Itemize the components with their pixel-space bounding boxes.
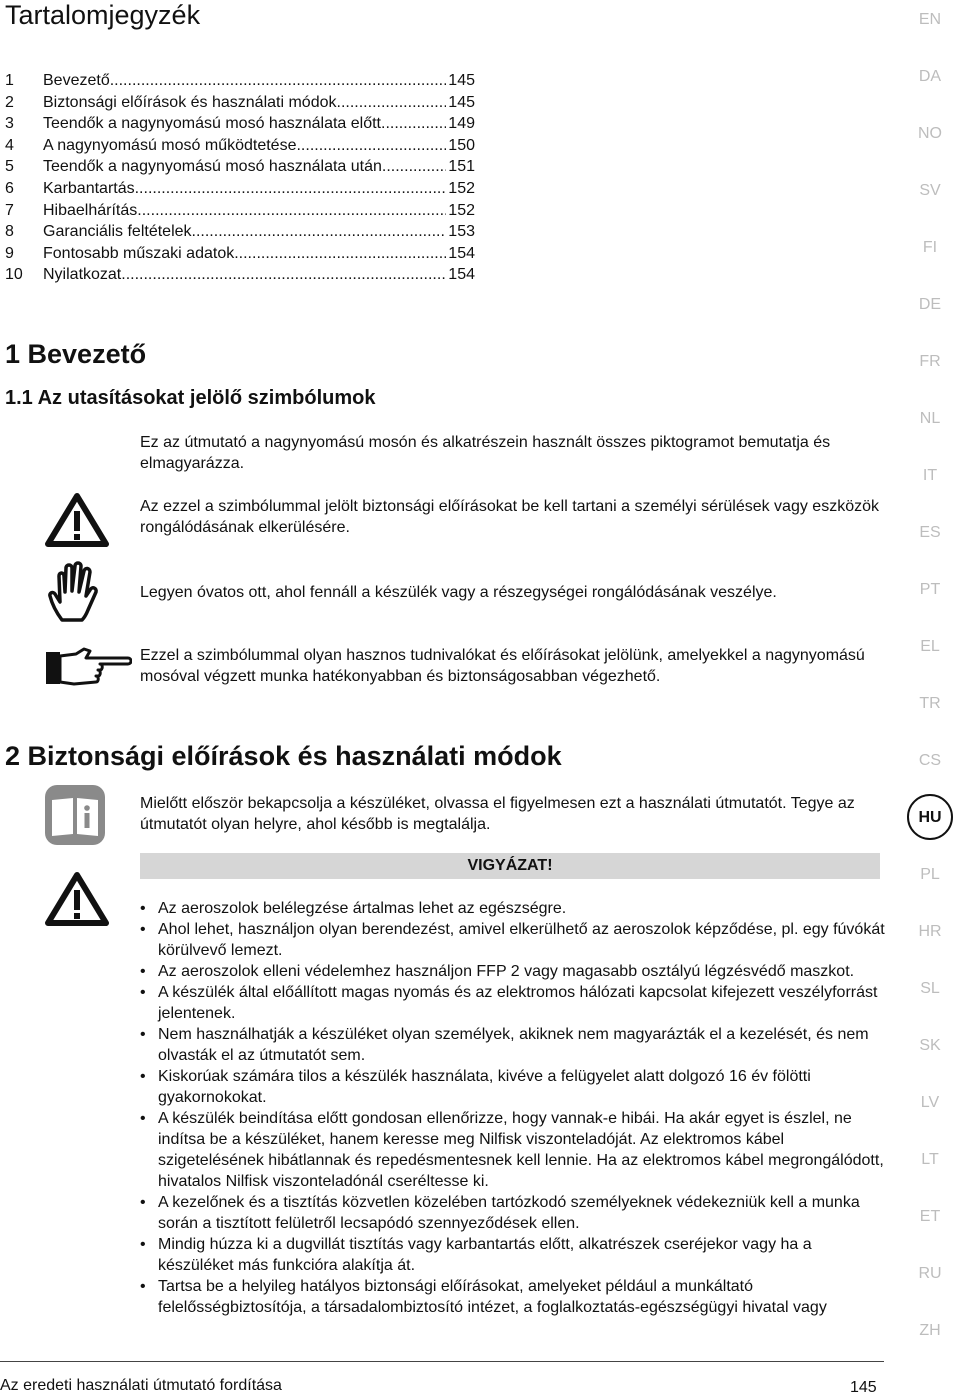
- language-tab-ru[interactable]: [900, 1264, 960, 1284]
- toc-page: 151: [448, 158, 475, 176]
- language-tab-cs[interactable]: [900, 751, 960, 771]
- page-title: Tartalomjegyzék: [5, 0, 201, 30]
- language-tab-hu[interactable]: [900, 808, 960, 828]
- toc-page: 145: [448, 72, 475, 89]
- list-item: • A készülék beindítása előtt gondosan ellenőrizze, hogy vannak-e hibái. Ha akár egyet is észlel, ne indítsa be a készüléket, hanem keresse meg Nilfisk viszonteladóját. Az elektromos kábel szigetelésének hibátlannak és repedésmentesnek kell lennie. Ha az elektromos kábel megrongálódott, hivatalos Nilfisk viszonteladónál cseréltesse ki.: [140, 1108, 885, 1192]
- hand-caution-icon: [44, 560, 110, 631]
- manual-paragraph: Mielőtt először bekapcsolja a készüléket, olvassa el figyelmesen ezt a használati útmutatót. Tegye az útmutatót olyan helyre, ahol később is megtalálja.: [140, 795, 855, 833]
- toc-page: 154: [448, 244, 475, 262]
- toc-page: 149: [448, 115, 475, 133]
- language-tab-es[interactable]: [900, 523, 960, 543]
- language-code: EL: [920, 638, 940, 655]
- language-tab-sl[interactable]: [900, 979, 960, 999]
- language-tab-hr[interactable]: [900, 922, 960, 942]
- toc-row[interactable]: [5, 156, 475, 178]
- language-code: PL: [920, 866, 940, 883]
- toc-title: Teendők a nagynyomású mosó használata után: [43, 158, 382, 176]
- section1-subheading: 1.1 Az utasításokat jelölő szimbólumok: [5, 387, 376, 409]
- language-code: LT: [921, 1151, 939, 1168]
- list-item: • Kiskorúak számára tilos a készülék használata, kivéve a felügyelet alatt dolgozó 16 év fölötti gyakornokokat.: [140, 1066, 885, 1108]
- language-tab-pt[interactable]: [900, 580, 960, 600]
- toc-row[interactable]: [5, 243, 475, 265]
- toc-title: Bevezető: [43, 72, 110, 89]
- language-tab-sv[interactable]: [900, 181, 960, 201]
- pointing-hand-icon: [44, 646, 132, 695]
- toc-leader-dots: [110, 70, 447, 92]
- toc-row[interactable]: [5, 92, 475, 114]
- language-tab-tr[interactable]: [900, 694, 960, 714]
- toc-number: 8: [5, 223, 14, 241]
- list-item: • Nem használhatják a készüléket olyan személyek, akiknek nem magyarázták el a kezelését, és nem olvasták el az útmutatót sem.: [140, 1024, 885, 1066]
- language-code: ZH: [919, 1322, 941, 1339]
- toc-title: Fontosabb műszaki adatok: [43, 244, 235, 262]
- toc-leader-dots: [381, 113, 446, 135]
- section1-heading: 1 Bevezető: [5, 339, 147, 369]
- toc-number: 4: [5, 136, 14, 154]
- toc-title: Biztonsági előírások és használati módok: [43, 93, 337, 111]
- section2-heading: 2 Biztonsági előírások és használati módok: [5, 741, 562, 771]
- toc-page: 152: [448, 179, 475, 197]
- language-tab-en[interactable]: [900, 10, 960, 30]
- warning-triangle-icon: [44, 492, 110, 553]
- language-code: HU: [918, 809, 942, 826]
- toc-title: Karbantartás: [43, 179, 135, 197]
- language-code: PT: [919, 581, 941, 598]
- language-tab-sk[interactable]: [900, 1036, 960, 1056]
- toc-leader-dots: [137, 200, 446, 222]
- toc-row[interactable]: [5, 113, 475, 135]
- toc-leader-dots: [296, 135, 446, 157]
- read-manual-icon: [44, 784, 106, 851]
- toc-row[interactable]: [5, 178, 475, 200]
- toc-leader-dots: [382, 156, 446, 178]
- language-tab-zh[interactable]: [900, 1321, 960, 1341]
- intro-paragraph: Ez az útmutató a nagynyomású mosón és alkatrészein használt összes piktogramot bemutatja és elmagyarázza.: [140, 434, 831, 472]
- language-tab-fr[interactable]: [900, 352, 960, 372]
- language-tab-lv[interactable]: [900, 1093, 960, 1113]
- language-tab-et[interactable]: [900, 1207, 960, 1227]
- language-tab-nl[interactable]: [900, 409, 960, 429]
- language-tab-el[interactable]: [900, 637, 960, 657]
- toc-number: 1: [5, 72, 14, 89]
- list-item: • Az aeroszolok belélegzése ártalmas lehet az egészségre.: [140, 898, 885, 919]
- toc-page: 152: [448, 201, 475, 219]
- list-item: • A kezelőnek és a tisztítás közvetlen közelében tartózkodó személyeknek védekezniük kell a munka során a tisztított felületről lecsapódó szennyeződések ellen.: [140, 1192, 885, 1234]
- footer-text: Az eredeti használati útmutató fordítása: [0, 1377, 282, 1394]
- toc-title: Teendők a nagynyomású mosó használata előtt: [43, 115, 381, 133]
- toc-page: 150: [448, 136, 475, 154]
- toc-page: 153: [448, 223, 475, 241]
- toc-leader-dots: [337, 92, 447, 114]
- toc-leader-dots: [135, 178, 447, 200]
- list-item: • Tartsa be a helyileg hatályos biztonsági előírásokat, amelyeket például a munkáltató felelősségbiztosítója, a társadalombiztosító intézet, a foglalkoztatás-egészségügyi hivatal vagy: [140, 1276, 885, 1318]
- toc-number: 9: [5, 244, 14, 262]
- language-code: LV: [920, 1094, 940, 1111]
- page-number: 145: [850, 1379, 877, 1396]
- toc-row[interactable]: [5, 264, 475, 286]
- toc-leader-dots: [121, 264, 446, 286]
- toc-title: A nagynyomású mosó működtetése: [43, 136, 297, 154]
- language-code: FI: [922, 239, 938, 256]
- language-code: DE: [918, 296, 942, 313]
- toc-number: 6: [5, 179, 14, 197]
- toc-leader-dots: [192, 221, 447, 243]
- language-tab-lt[interactable]: [900, 1150, 960, 1170]
- footer-divider: [0, 1361, 884, 1362]
- list-item: • Ahol lehet, használjon olyan berendezést, amivel elkerülhető az aeroszolok képződése, pl. egy fúvókát körülvevő lemezt.: [140, 919, 885, 961]
- language-code: SK: [919, 1037, 941, 1054]
- toc-title: Garanciális feltételek: [43, 223, 192, 241]
- toc-title: Hibaelhárítás: [43, 201, 138, 219]
- language-tab-de[interactable]: [900, 295, 960, 315]
- toc-number: 2: [5, 93, 14, 111]
- list-item: • Mindig húzza ki a dugvillát tisztítás vagy karbantartás előtt, alkatrészek cseréjekor vagy ha a készüléket más funkcióra alakítja át.: [140, 1234, 885, 1276]
- toc-number: 7: [5, 201, 14, 219]
- note-paragraph: Ezzel a szimbólummal olyan hasznos tudnivalókat és előírásokat jelölünk, amelyekkel a nagynyomású mosóval végzett munka hatékonyabban és biztonságosabban végezhető.: [140, 647, 865, 685]
- safety-bullet-list: [140, 898, 885, 1318]
- language-code: ES: [919, 524, 941, 541]
- language-tab-da[interactable]: [900, 67, 960, 87]
- caution-paragraph: Legyen óvatos ott, ahol fennáll a készülék vagy a részegységei rongálódásának veszélye.: [140, 584, 777, 601]
- toc-number: 3: [5, 115, 14, 133]
- toc-number: 5: [5, 158, 14, 176]
- warning-paragraph: Az ezzel a szimbólummal jelölt biztonsági előírásokat be kell tartani a személyi sérülések vagy eszközök rongálódásának elkerülésére.: [140, 498, 879, 536]
- language-code: IT: [922, 467, 938, 484]
- toc-row[interactable]: [5, 200, 475, 222]
- toc-page: 145: [448, 93, 475, 111]
- language-tab-pl[interactable]: [900, 865, 960, 885]
- language-code: CS: [918, 752, 942, 769]
- language-code: RU: [918, 1265, 942, 1282]
- caution-banner: VIGYÁZAT!: [140, 853, 880, 879]
- language-tab-it[interactable]: [900, 466, 960, 486]
- toc-leader-dots: [234, 243, 446, 265]
- language-code: NL: [919, 410, 941, 427]
- language-tab-fi[interactable]: [900, 238, 960, 258]
- language-code: SV: [919, 182, 941, 199]
- toc-row[interactable]: [5, 221, 475, 243]
- list-item: • A készülék által előállított magas nyomás és az elektromos hálózati kapcsolat kifejezett veszélyforrást jelentenek.: [140, 982, 885, 1024]
- language-code: EN: [918, 11, 942, 28]
- language-code: FR: [919, 353, 941, 370]
- language-code: TR: [919, 695, 941, 712]
- language-code: DA: [918, 68, 942, 85]
- table-of-contents: [5, 70, 475, 286]
- language-code: HR: [918, 923, 942, 940]
- toc-title: Nyilatkozat: [43, 266, 122, 284]
- warning-triangle-icon: [44, 871, 110, 932]
- toc-page: 154: [448, 266, 475, 284]
- language-code: SL: [920, 980, 940, 997]
- toc-row[interactable]: [5, 135, 475, 157]
- toc-number: 10: [5, 266, 23, 284]
- toc-row[interactable]: [5, 70, 475, 92]
- language-code: NO: [918, 125, 942, 142]
- language-code: ET: [919, 1208, 941, 1225]
- language-tab-no[interactable]: [900, 124, 960, 144]
- list-item: • Az aeroszolok elleni védelemhez használjon FFP 2 vagy magasabb osztályú légzésvédő maszkot.: [140, 961, 885, 982]
